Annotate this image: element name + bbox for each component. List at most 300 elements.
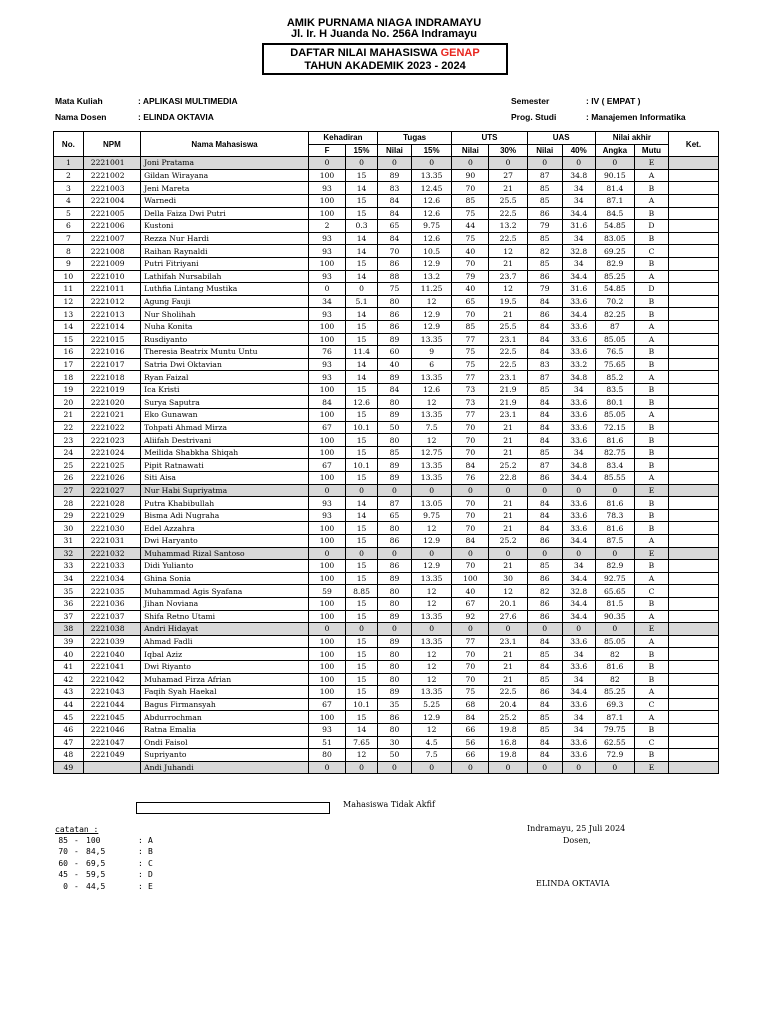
cell-attendance-pct: 15: [346, 572, 378, 585]
cell-assignment-score: 89: [377, 635, 411, 648]
cell-uts-score: 0: [452, 157, 489, 170]
cell-note: [668, 371, 718, 384]
cell-uts-pct: 0: [489, 623, 527, 636]
cell-final-number: 83.05: [595, 232, 634, 245]
cell-uts-score: 40: [452, 585, 489, 598]
cell-student-name: Ahmad Fadli: [141, 635, 309, 648]
cell-assignment-score: 80: [377, 673, 411, 686]
semester-value: : IV ( EMPAT ): [586, 96, 641, 106]
cell-final-grade: B: [634, 459, 668, 472]
sub-col-uas-pct: 40%: [562, 144, 595, 157]
cell-assignment-score: 70: [377, 245, 411, 258]
cell-note: [668, 270, 718, 283]
cell-final-number: 81.6: [595, 660, 634, 673]
grades-body: [54, 157, 719, 774]
cell-attendance-pct: 7.65: [346, 736, 378, 749]
cell-attendance-f: 67: [308, 698, 345, 711]
cell-uas-score: 84: [527, 346, 562, 359]
cell-note: [668, 308, 718, 321]
cell-attendance-f: 93: [308, 358, 345, 371]
cell-student-name: Satria Dwi Oktavian: [141, 358, 309, 371]
cell-assignment-pct: 0: [411, 484, 451, 497]
cell-assignment-score: 80: [377, 522, 411, 535]
cell-student-name: Edel Azzahra: [141, 522, 309, 535]
cell-no: 39: [54, 635, 84, 648]
cell-attendance-pct: 14: [346, 182, 378, 195]
cell-final-grade: A: [634, 572, 668, 585]
cell-uts-pct: 21: [489, 660, 527, 673]
cell-attendance-f: 100: [308, 383, 345, 396]
title-line-2: TAHUN AKADEMIK 2023 - 2024: [304, 60, 466, 72]
cell-npm: 2221022: [83, 421, 140, 434]
scale-min: 45: [58, 870, 68, 880]
cell-attendance-f: 100: [308, 610, 345, 623]
cell-attendance-f: 100: [308, 572, 345, 585]
cell-uts-score: 70: [452, 308, 489, 321]
cell-assignment-score: 0: [377, 761, 411, 774]
cell-attendance-f: 93: [308, 497, 345, 510]
cell-uas-pct: 34.4: [562, 535, 595, 548]
cell-uas-pct: 34.4: [562, 597, 595, 610]
cell-uts-pct: 16.8: [489, 736, 527, 749]
cell-student-name: Muhammad Agis Syafana: [141, 585, 309, 598]
cell-uts-score: 70: [452, 673, 489, 686]
cell-attendance-pct: 14: [346, 497, 378, 510]
cell-student-name: Joni Pratama: [141, 157, 309, 170]
cell-final-number: 0: [595, 623, 634, 636]
cell-final-grade: C: [634, 736, 668, 749]
cell-assignment-score: 80: [377, 723, 411, 736]
cell-uas-score: 84: [527, 698, 562, 711]
cell-uts-pct: 25.2: [489, 535, 527, 548]
scale-grade: D: [148, 870, 153, 880]
cell-note: [668, 283, 718, 296]
cell-student-name: Warnedi: [141, 194, 309, 207]
cell-no: 46: [54, 723, 84, 736]
cell-final-number: 85.55: [595, 472, 634, 485]
cell-uas-pct: 31.6: [562, 220, 595, 233]
cell-uts-score: 90: [452, 169, 489, 182]
scale-colon: :: [138, 847, 143, 857]
cell-no: 28: [54, 497, 84, 510]
cell-npm: 2221045: [83, 711, 140, 724]
cell-no: 45: [54, 711, 84, 724]
cell-uas-score: 85: [527, 648, 562, 661]
cell-final-number: 81.5: [595, 597, 634, 610]
cell-attendance-f: 100: [308, 169, 345, 182]
cell-attendance-f: 93: [308, 371, 345, 384]
cell-note: [668, 220, 718, 233]
scale-grade: C: [148, 858, 153, 868]
cell-uas-pct: 33.6: [562, 396, 595, 409]
cell-note: [668, 157, 718, 170]
table-row: [54, 597, 719, 610]
cell-npm: 2221002: [83, 169, 140, 182]
cell-no: 1: [54, 157, 84, 170]
cell-uts-pct: 12: [489, 245, 527, 258]
cell-final-number: 0: [595, 484, 634, 497]
cell-final-number: 78.3: [595, 509, 634, 522]
cell-uts-score: 92: [452, 610, 489, 623]
cell-uts-score: 77: [452, 371, 489, 384]
cell-uas-score: 86: [527, 472, 562, 485]
title-prefix: DAFTAR NILAI MAHASISWA: [290, 47, 441, 59]
cell-note: [668, 535, 718, 548]
cell-uas-score: 86: [527, 610, 562, 623]
cell-uas-pct: 33.6: [562, 509, 595, 522]
cell-uts-pct: 21: [489, 560, 527, 573]
cell-final-number: 85.25: [595, 686, 634, 699]
cell-uts-score: 100: [452, 572, 489, 585]
sub-col-uts-score: Nilai: [452, 144, 489, 157]
cell-student-name: Andi Juhandi: [141, 761, 309, 774]
col-uas: UAS: [527, 132, 595, 145]
cell-npm: 2221035: [83, 585, 140, 598]
table-row: [54, 333, 719, 346]
cell-uas-score: 85: [527, 723, 562, 736]
cell-npm: 2221043: [83, 686, 140, 699]
cell-attendance-pct: 10.1: [346, 459, 378, 472]
cell-assignment-score: 60: [377, 346, 411, 359]
cell-student-name: Dwi Haryanto: [141, 535, 309, 548]
cell-uts-score: 70: [452, 522, 489, 535]
cell-uts-score: 68: [452, 698, 489, 711]
cell-assignment-pct: 12.9: [411, 711, 451, 724]
cell-note: [668, 421, 718, 434]
cell-assignment-score: 88: [377, 270, 411, 283]
cell-uts-score: 75: [452, 346, 489, 359]
cell-student-name: Iqbal Aziz: [141, 648, 309, 661]
cell-uas-score: 84: [527, 320, 562, 333]
cell-attendance-f: 100: [308, 648, 345, 661]
cell-npm: 2221007: [83, 232, 140, 245]
table-row: [54, 320, 719, 333]
cell-final-grade: C: [634, 585, 668, 598]
cell-assignment-score: 86: [377, 308, 411, 321]
cell-attendance-f: 100: [308, 194, 345, 207]
cell-uas-pct: 34: [562, 560, 595, 573]
cell-no: 37: [54, 610, 84, 623]
cell-final-grade: B: [634, 648, 668, 661]
cell-attendance-f: 2: [308, 220, 345, 233]
cell-attendance-pct: 15: [346, 320, 378, 333]
program-label: Prog. Studi: [511, 112, 557, 122]
cell-student-name: Ryan Faizal: [141, 371, 309, 384]
cell-attendance-f: 0: [308, 484, 345, 497]
cell-uas-score: 87: [527, 169, 562, 182]
scale-dash: -: [74, 836, 79, 845]
cell-final-grade: E: [634, 623, 668, 636]
cell-uas-pct: 33.6: [562, 409, 595, 422]
cell-uas-pct: 0: [562, 761, 595, 774]
table-row: [54, 383, 719, 396]
cell-assignment-pct: 13.35: [411, 635, 451, 648]
cell-npm: 2221001: [83, 157, 140, 170]
cell-no: 24: [54, 446, 84, 459]
table-row: [54, 635, 719, 648]
cell-assignment-pct: 13.35: [411, 169, 451, 182]
cell-final-number: 69.3: [595, 698, 634, 711]
cell-attendance-pct: 11.4: [346, 346, 378, 359]
cell-no: 25: [54, 459, 84, 472]
cell-attendance-pct: 15: [346, 635, 378, 648]
cell-student-name: Ghina Sonia: [141, 572, 309, 585]
cell-attendance-pct: 0.3: [346, 220, 378, 233]
cell-uas-score: 84: [527, 509, 562, 522]
table-row: [54, 169, 719, 182]
cell-npm: 2221018: [83, 371, 140, 384]
cell-uas-score: 86: [527, 572, 562, 585]
cell-no: 4: [54, 194, 84, 207]
cell-final-grade: E: [634, 157, 668, 170]
cell-note: [668, 295, 718, 308]
cell-note: [668, 686, 718, 699]
cell-final-number: 87.1: [595, 194, 634, 207]
cell-uts-score: 77: [452, 409, 489, 422]
title-line-1: [264, 47, 506, 60]
cell-final-number: 90.15: [595, 169, 634, 182]
cell-attendance-pct: 8.85: [346, 585, 378, 598]
cell-npm: 2221046: [83, 723, 140, 736]
cell-attendance-f: 100: [308, 320, 345, 333]
cell-final-number: 62.55: [595, 736, 634, 749]
cell-student-name: Siti Aisa: [141, 472, 309, 485]
cell-attendance-pct: 14: [346, 358, 378, 371]
cell-note: [668, 434, 718, 447]
cell-uas-score: 0: [527, 157, 562, 170]
cell-assignment-score: 30: [377, 736, 411, 749]
cell-note: [668, 245, 718, 258]
cell-assignment-pct: 0: [411, 623, 451, 636]
cell-student-name: Muhamad Firza Afrian: [141, 673, 309, 686]
cell-attendance-pct: 15: [346, 257, 378, 270]
cell-note: [668, 623, 718, 636]
cell-no: 5: [54, 207, 84, 220]
cell-student-name: Ondi Faisol: [141, 736, 309, 749]
cell-uts-score: 75: [452, 207, 489, 220]
cell-no: 10: [54, 270, 84, 283]
cell-npm: 2221047: [83, 736, 140, 749]
cell-note: [668, 610, 718, 623]
cell-attendance-pct: 15: [346, 522, 378, 535]
scale-dash: -: [74, 881, 79, 891]
cell-uas-pct: 34.4: [562, 308, 595, 321]
cell-no: 27: [54, 484, 84, 497]
cell-uas-pct: 33.6: [562, 497, 595, 510]
cell-uas-score: 84: [527, 749, 562, 762]
cell-assignment-score: 0: [377, 547, 411, 560]
cell-final-grade: A: [634, 169, 668, 182]
scale-grade: B: [148, 847, 153, 857]
cell-uas-score: 84: [527, 635, 562, 648]
cell-npm: 2221003: [83, 182, 140, 195]
cell-note: [668, 660, 718, 673]
cell-attendance-pct: 15: [346, 535, 378, 548]
cell-assignment-score: 35: [377, 698, 411, 711]
cell-uas-pct: 33.6: [562, 660, 595, 673]
cell-student-name: Luthfia Lintang Mustika: [141, 283, 309, 296]
cell-final-number: 0: [595, 761, 634, 774]
cell-uas-pct: 0: [562, 623, 595, 636]
cell-note: [668, 560, 718, 573]
cell-assignment-score: 0: [377, 484, 411, 497]
cell-npm: 2221010: [83, 270, 140, 283]
cell-note: [668, 585, 718, 598]
cell-uts-score: 70: [452, 421, 489, 434]
scale-grade: A: [148, 836, 153, 845]
cell-final-grade: B: [634, 446, 668, 459]
cell-assignment-pct: 5.25: [411, 698, 451, 711]
scale-dash: -: [74, 858, 79, 868]
cell-note: [668, 547, 718, 560]
cell-uts-score: 73: [452, 396, 489, 409]
table-row: [54, 446, 719, 459]
cell-uas-pct: 34: [562, 723, 595, 736]
cell-uts-pct: 20.1: [489, 597, 527, 610]
cell-assignment-score: 86: [377, 560, 411, 573]
cell-final-number: 87.5: [595, 535, 634, 548]
cell-assignment-pct: 7.5: [411, 749, 451, 762]
cell-attendance-pct: 10.1: [346, 421, 378, 434]
table-row: [54, 421, 719, 434]
cell-note: [668, 635, 718, 648]
cell-npm: 2221013: [83, 308, 140, 321]
cell-student-name: Andri Hidayat: [141, 623, 309, 636]
cell-uts-pct: 20.4: [489, 698, 527, 711]
cell-attendance-pct: 15: [346, 472, 378, 485]
cell-uts-pct: 19.5: [489, 295, 527, 308]
cell-uas-score: 84: [527, 421, 562, 434]
cell-assignment-score: 65: [377, 509, 411, 522]
cell-assignment-pct: 12: [411, 522, 451, 535]
cell-assignment-score: 80: [377, 660, 411, 673]
cell-uts-pct: 22.5: [489, 686, 527, 699]
cell-final-number: 92.75: [595, 572, 634, 585]
cell-assignment-pct: 12: [411, 673, 451, 686]
cell-attendance-f: 100: [308, 673, 345, 686]
cell-uts-score: 56: [452, 736, 489, 749]
table-row: [54, 346, 719, 359]
scale-min: 0: [63, 881, 68, 891]
cell-assignment-pct: 12: [411, 295, 451, 308]
cell-npm: 2221005: [83, 207, 140, 220]
cell-uts-pct: 22.8: [489, 472, 527, 485]
cell-uas-score: 83: [527, 358, 562, 371]
cell-uts-score: 0: [452, 761, 489, 774]
cell-uts-pct: 0: [489, 484, 527, 497]
cell-assignment-score: 80: [377, 597, 411, 610]
cell-no: 13: [54, 308, 84, 321]
cell-npm: 2221012: [83, 295, 140, 308]
cell-npm: 2221009: [83, 257, 140, 270]
table-row: [54, 509, 719, 522]
cell-assignment-score: 84: [377, 383, 411, 396]
cell-assignment-pct: 13.2: [411, 270, 451, 283]
cell-assignment-pct: 12.75: [411, 446, 451, 459]
cell-final-number: 80.1: [595, 396, 634, 409]
cell-final-number: 76.5: [595, 346, 634, 359]
table-row: [54, 396, 719, 409]
cell-uts-pct: 27.6: [489, 610, 527, 623]
cell-final-grade: B: [634, 434, 668, 447]
cell-attendance-pct: 0: [346, 484, 378, 497]
cell-final-grade: A: [634, 320, 668, 333]
cell-no: 18: [54, 371, 84, 384]
cell-attendance-pct: 15: [346, 409, 378, 422]
cell-npm: 2221017: [83, 358, 140, 371]
cell-final-number: 72.15: [595, 421, 634, 434]
cell-assignment-score: 80: [377, 434, 411, 447]
semester-label: Semester: [511, 96, 550, 106]
cell-uts-pct: 21: [489, 522, 527, 535]
cell-assignment-pct: 0: [411, 761, 451, 774]
cell-attendance-f: 100: [308, 635, 345, 648]
cell-final-number: 82: [595, 648, 634, 661]
cell-final-grade: B: [634, 383, 668, 396]
cell-uts-pct: 23.1: [489, 635, 527, 648]
cell-uas-score: 85: [527, 673, 562, 686]
cell-uas-score: 86: [527, 535, 562, 548]
cell-attendance-f: 51: [308, 736, 345, 749]
cell-assignment-pct: 0: [411, 157, 451, 170]
cell-uas-pct: 32.8: [562, 585, 595, 598]
cell-uas-pct: 34: [562, 232, 595, 245]
cell-npm: 2221016: [83, 346, 140, 359]
col-npm: NPM: [83, 132, 140, 157]
cell-final-number: 82.25: [595, 308, 634, 321]
cell-assignment-pct: 13.35: [411, 371, 451, 384]
cell-note: [668, 648, 718, 661]
cell-attendance-f: 0: [308, 157, 345, 170]
cell-attendance-pct: 14: [346, 308, 378, 321]
cell-npm: 2221004: [83, 194, 140, 207]
cell-final-number: 85.2: [595, 371, 634, 384]
cell-uas-score: 85: [527, 232, 562, 245]
cell-attendance-f: 100: [308, 472, 345, 485]
cell-uas-score: 84: [527, 434, 562, 447]
cell-final-grade: E: [634, 547, 668, 560]
cell-uas-pct: 33.6: [562, 522, 595, 535]
cell-uas-pct: 34.4: [562, 686, 595, 699]
cell-uas-pct: 33.2: [562, 358, 595, 371]
table-row: [54, 623, 719, 636]
header-row-1: [54, 132, 719, 145]
cell-final-grade: B: [634, 421, 668, 434]
cell-uts-score: 70: [452, 560, 489, 573]
table-row: [54, 371, 719, 384]
cell-note: [668, 446, 718, 459]
cell-npm: 2221033: [83, 560, 140, 573]
cell-assignment-score: 89: [377, 472, 411, 485]
cell-note: [668, 484, 718, 497]
table-row: [54, 270, 719, 283]
cell-no: 6: [54, 220, 84, 233]
cell-final-number: 72.9: [595, 749, 634, 762]
cell-student-name: Theresia Beatrix Muntu Untu: [141, 346, 309, 359]
institution-name: AMIK PURNAMA NIAGA INDRAMAYU: [286, 17, 482, 29]
cell-uts-pct: 21: [489, 421, 527, 434]
cell-assignment-pct: 12: [411, 597, 451, 610]
cell-note: [668, 207, 718, 220]
cell-student-name: Faqih Syah Haekal: [141, 686, 309, 699]
cell-student-name: Muhammad Rizal Santoso: [141, 547, 309, 560]
cell-assignment-score: 87: [377, 497, 411, 510]
cell-student-name: Abdurrochman: [141, 711, 309, 724]
cell-final-grade: B: [634, 396, 668, 409]
cell-note: [668, 333, 718, 346]
cell-final-grade: D: [634, 220, 668, 233]
cell-student-name: Bisma Adi Nugraha: [141, 509, 309, 522]
